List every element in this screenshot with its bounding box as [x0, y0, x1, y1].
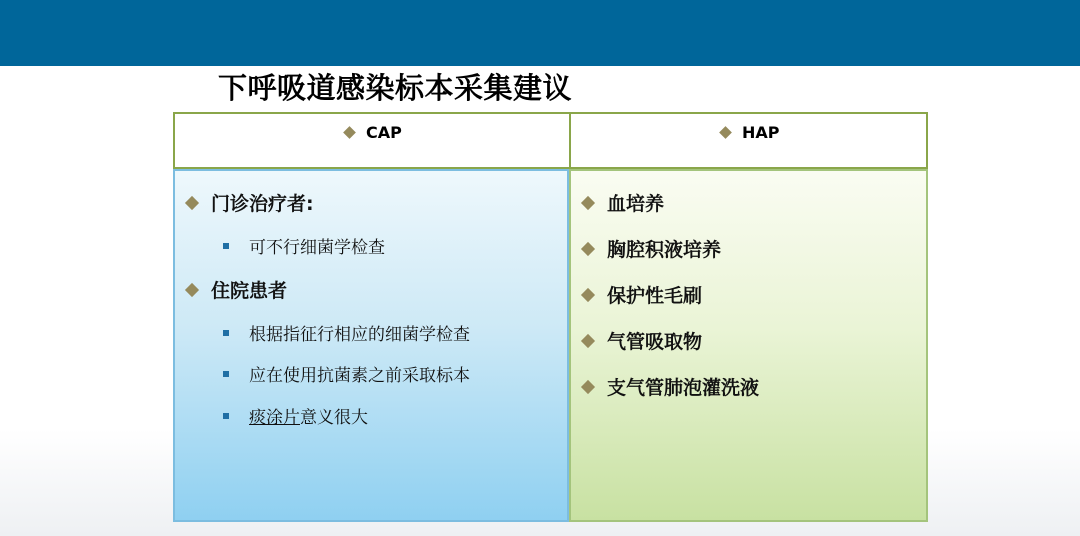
diamond-bullet-icon [343, 126, 356, 139]
square-bullet-icon [223, 330, 229, 336]
diamond-bullet-icon [581, 195, 595, 209]
square-bullet-icon [223, 371, 229, 377]
cap-body-cell [173, 169, 569, 522]
hap-item [583, 281, 702, 308]
cap-item [187, 189, 314, 216]
hap-header-cell [569, 112, 928, 169]
diamond-bullet-icon [719, 126, 732, 139]
cap-sub-item-label: 根据指征行相应的细菌学检查 [249, 325, 470, 345]
diamond-bullet-icon [185, 282, 199, 296]
cap-sub-item [223, 361, 470, 386]
hap-item-label: 气管吸取物 [607, 331, 703, 353]
hap-item-label: 保护性毛刷 [607, 285, 703, 307]
cap-sub-item [223, 320, 470, 345]
diamond-bullet-icon [581, 287, 595, 301]
hap-item [583, 189, 664, 216]
square-bullet-icon [223, 243, 229, 249]
sputum-smear-link[interactable]: 痰涂片 [249, 408, 300, 428]
cap-item-label: 门诊治疗者: [211, 193, 314, 215]
cap-sub-item [223, 233, 385, 258]
cap-item-label: 住院患者 [211, 280, 288, 302]
hap-item [583, 327, 702, 354]
cap-sub-item-label: 可不行细菌学检查 [249, 238, 385, 258]
hap-body-cell [569, 169, 928, 522]
cap-header [345, 123, 402, 142]
square-bullet-icon [223, 413, 229, 419]
hap-item [583, 235, 721, 262]
hap-item-label: 支气管肺泡灌洗液 [607, 377, 760, 399]
hap-item-label: 胸腔积液培养 [607, 239, 722, 261]
cap-header-cell [173, 112, 571, 169]
slide-title: 下呼吸道感染标本采集建议 [218, 71, 573, 105]
diamond-bullet-icon [581, 333, 595, 347]
diamond-bullet-icon [581, 241, 595, 255]
diamond-bullet-icon [581, 379, 595, 393]
cap-sub-item-label: 意义很大 [300, 408, 368, 428]
hap-header [721, 123, 780, 142]
top-banner [0, 0, 1080, 66]
hap-header-label: HAP [742, 123, 780, 142]
cap-sub-item [223, 403, 368, 428]
cap-item [187, 276, 287, 303]
hap-item [583, 373, 759, 400]
hap-item-label: 血培养 [607, 193, 665, 215]
cap-sub-item-label: 应在使用抗菌素之前采取标本 [249, 366, 470, 386]
diamond-bullet-icon [185, 195, 199, 209]
cap-header-label: CAP [366, 123, 402, 142]
